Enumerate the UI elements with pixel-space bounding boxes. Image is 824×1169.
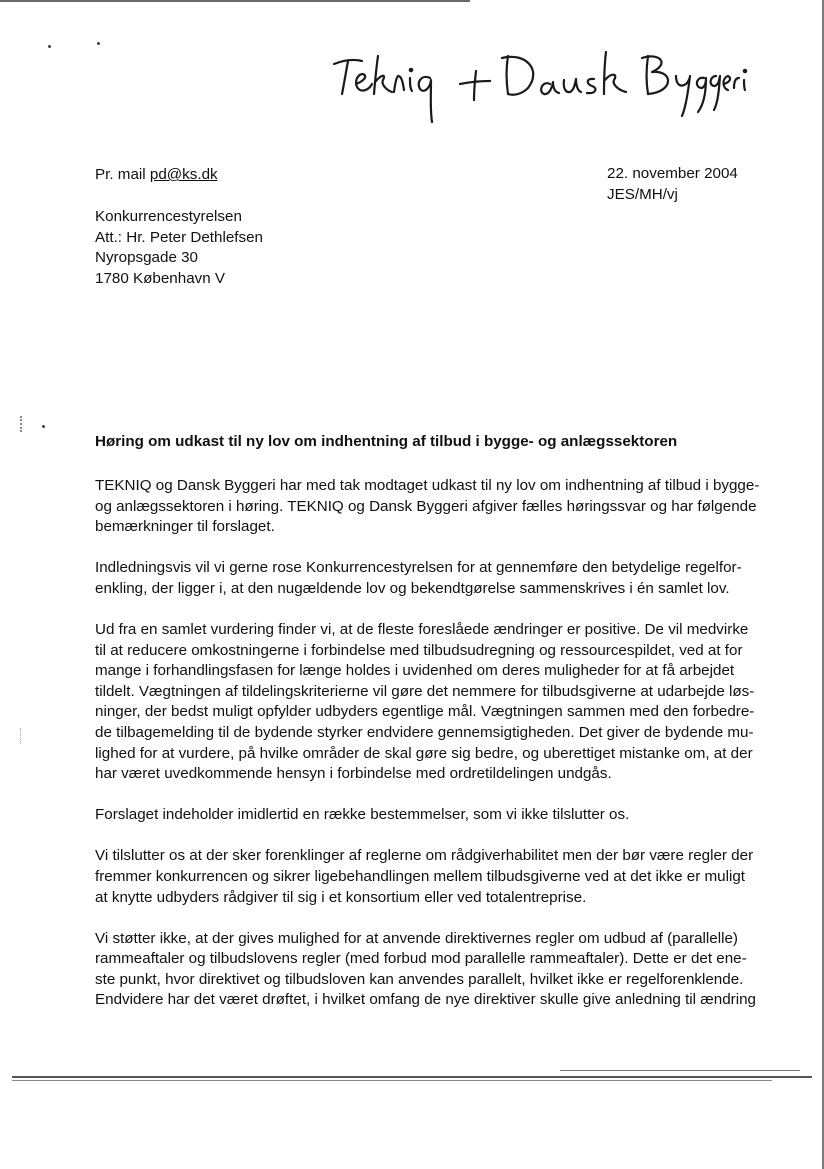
scan-speck xyxy=(20,728,23,744)
recipient-organization: Konkurrencestyrelsen xyxy=(95,208,242,225)
paragraph-line: til at reducere omkostningerne i forbindelse med tilbudsudregning og ressourcespildet, ved at for xyxy=(95,641,743,659)
letter-body xyxy=(95,476,765,1031)
scan-speck xyxy=(42,425,45,428)
paragraph-line: at knytte udbyders rådgiver til sig i et konsortium eller ved totalentreprise. xyxy=(95,888,587,906)
mail-prefix: Pr. mail xyxy=(95,166,146,183)
paragraph xyxy=(95,558,765,599)
paragraph xyxy=(95,476,765,538)
paragraph-line: og anlægssektoren i høring. TEKNIQ og Dansk Byggeri afgiver fælles høringssvar og har følgende xyxy=(95,497,757,515)
subject-line: Høring om udkast til ny lov om indhentning af tilbud i bygge- og anlægssektoren xyxy=(95,433,678,450)
email-link[interactable]: pd@ks.dk xyxy=(149,166,218,183)
paragraph-line: tildelt. Vægtningen af tildelingskriterierne vil gøre det nemmere for tilbudsgiverne at udarbejde løs- xyxy=(95,682,755,700)
paragraph xyxy=(95,620,765,785)
recipient-attention: Att.: Hr. Peter Dethlefsen xyxy=(95,228,263,246)
date-block xyxy=(607,164,738,205)
paragraph-line: bemærkninger til forslaget. xyxy=(95,518,275,536)
scan-top-edge xyxy=(0,0,470,2)
paragraph-line: Ud fra en samlet vurdering finder vi, at de fleste foreslåede ændringer er positive. De vil medvirke xyxy=(95,620,749,638)
scan-speck xyxy=(48,45,51,48)
letter-date: 22. november 2004 xyxy=(607,165,738,182)
scan-line xyxy=(12,1076,812,1078)
paragraph-line: mange i forhandlingsfasen for længe holdes i uvidenhed om deres muligheder for at få arbejdet xyxy=(95,662,735,680)
paragraph-line: TEKNIQ og Dansk Byggeri har med tak modtaget udkast til ny lov om indhentning af tilbud i bygge- xyxy=(95,477,760,494)
reference-initials: JES/MH/vj xyxy=(607,185,678,203)
paragraph-line: Endvidere har det været drøftet, i hvilket omfang de nye direktiver skulle give anledning til ændring xyxy=(95,991,756,1009)
recipient-address xyxy=(95,207,263,289)
paragraph-line: Vi støtter ikke, at der gives mulighed for at anvende direktivernes regler om udbud af (parallelle) xyxy=(95,929,738,947)
paragraph-line: Forslaget indeholder imidlertid en række bestemmelser, som vi ikke tilslutter os. xyxy=(95,806,630,824)
handwritten-note-drawing xyxy=(330,34,750,134)
handwritten-note xyxy=(330,34,750,134)
scan-speck xyxy=(20,416,24,432)
paragraph-line: Vi tilslutter os at der sker forenklinger af reglerne om rådgiverhabilitet men der bør være regler der xyxy=(95,847,754,865)
recipient-street: Nyropsgade 30 xyxy=(95,249,199,267)
scan-speck xyxy=(97,42,100,45)
scan-line xyxy=(12,1080,772,1081)
paragraph-line: de tilbagemelding til de bydende styrker endvidere gennemsigtigheden. Det giver de bydende mu- xyxy=(95,723,754,741)
paragraph-line: rammeaftaler og tilbudslovens regler (med forbud mod parallelle rammeaftaler). Dette er det ene- xyxy=(95,950,747,968)
paragraph-line: lighed for at vurdere, på hvilke områder de skal gøre sig bedre, og uberettiget mistanke om, at der xyxy=(95,744,753,762)
scan-line xyxy=(560,1070,800,1071)
recipient-city: 1780 København V xyxy=(95,269,226,287)
sender-line xyxy=(95,165,218,186)
paragraph xyxy=(95,805,765,826)
paragraph-line: enkling, der ligger i, at den nugældende lov og bekendtgørelse sammenskrives i én samlet lov. xyxy=(95,579,730,597)
paragraph xyxy=(95,846,765,908)
paragraph-line: Indledningsvis vil vi gerne rose Konkurrencestyrelsen for at gennemføre den betydelige regelfor- xyxy=(95,559,742,577)
paragraph xyxy=(95,929,765,1011)
paragraph-line: har været uvedkommende hensyn i forbindelse med ordretildelingen undgås. xyxy=(95,765,612,783)
paragraph-line: ninger, der bedst muligt opfylder udbyders egentlige mål. Vægtningen sammen med den forbedre- xyxy=(95,703,755,721)
paragraph-line: fremmer konkurrencen og sikrer ligebehandlingen mellem tilbudsgiverne ved at det ikke er muligt xyxy=(95,867,746,885)
scan-bottom-band xyxy=(0,1066,824,1084)
paragraph-line: ste punkt, hvor direktivet og tilbudsloven kan anvendes parallelt, hvilket ikke er regelforenklende. xyxy=(95,970,744,988)
